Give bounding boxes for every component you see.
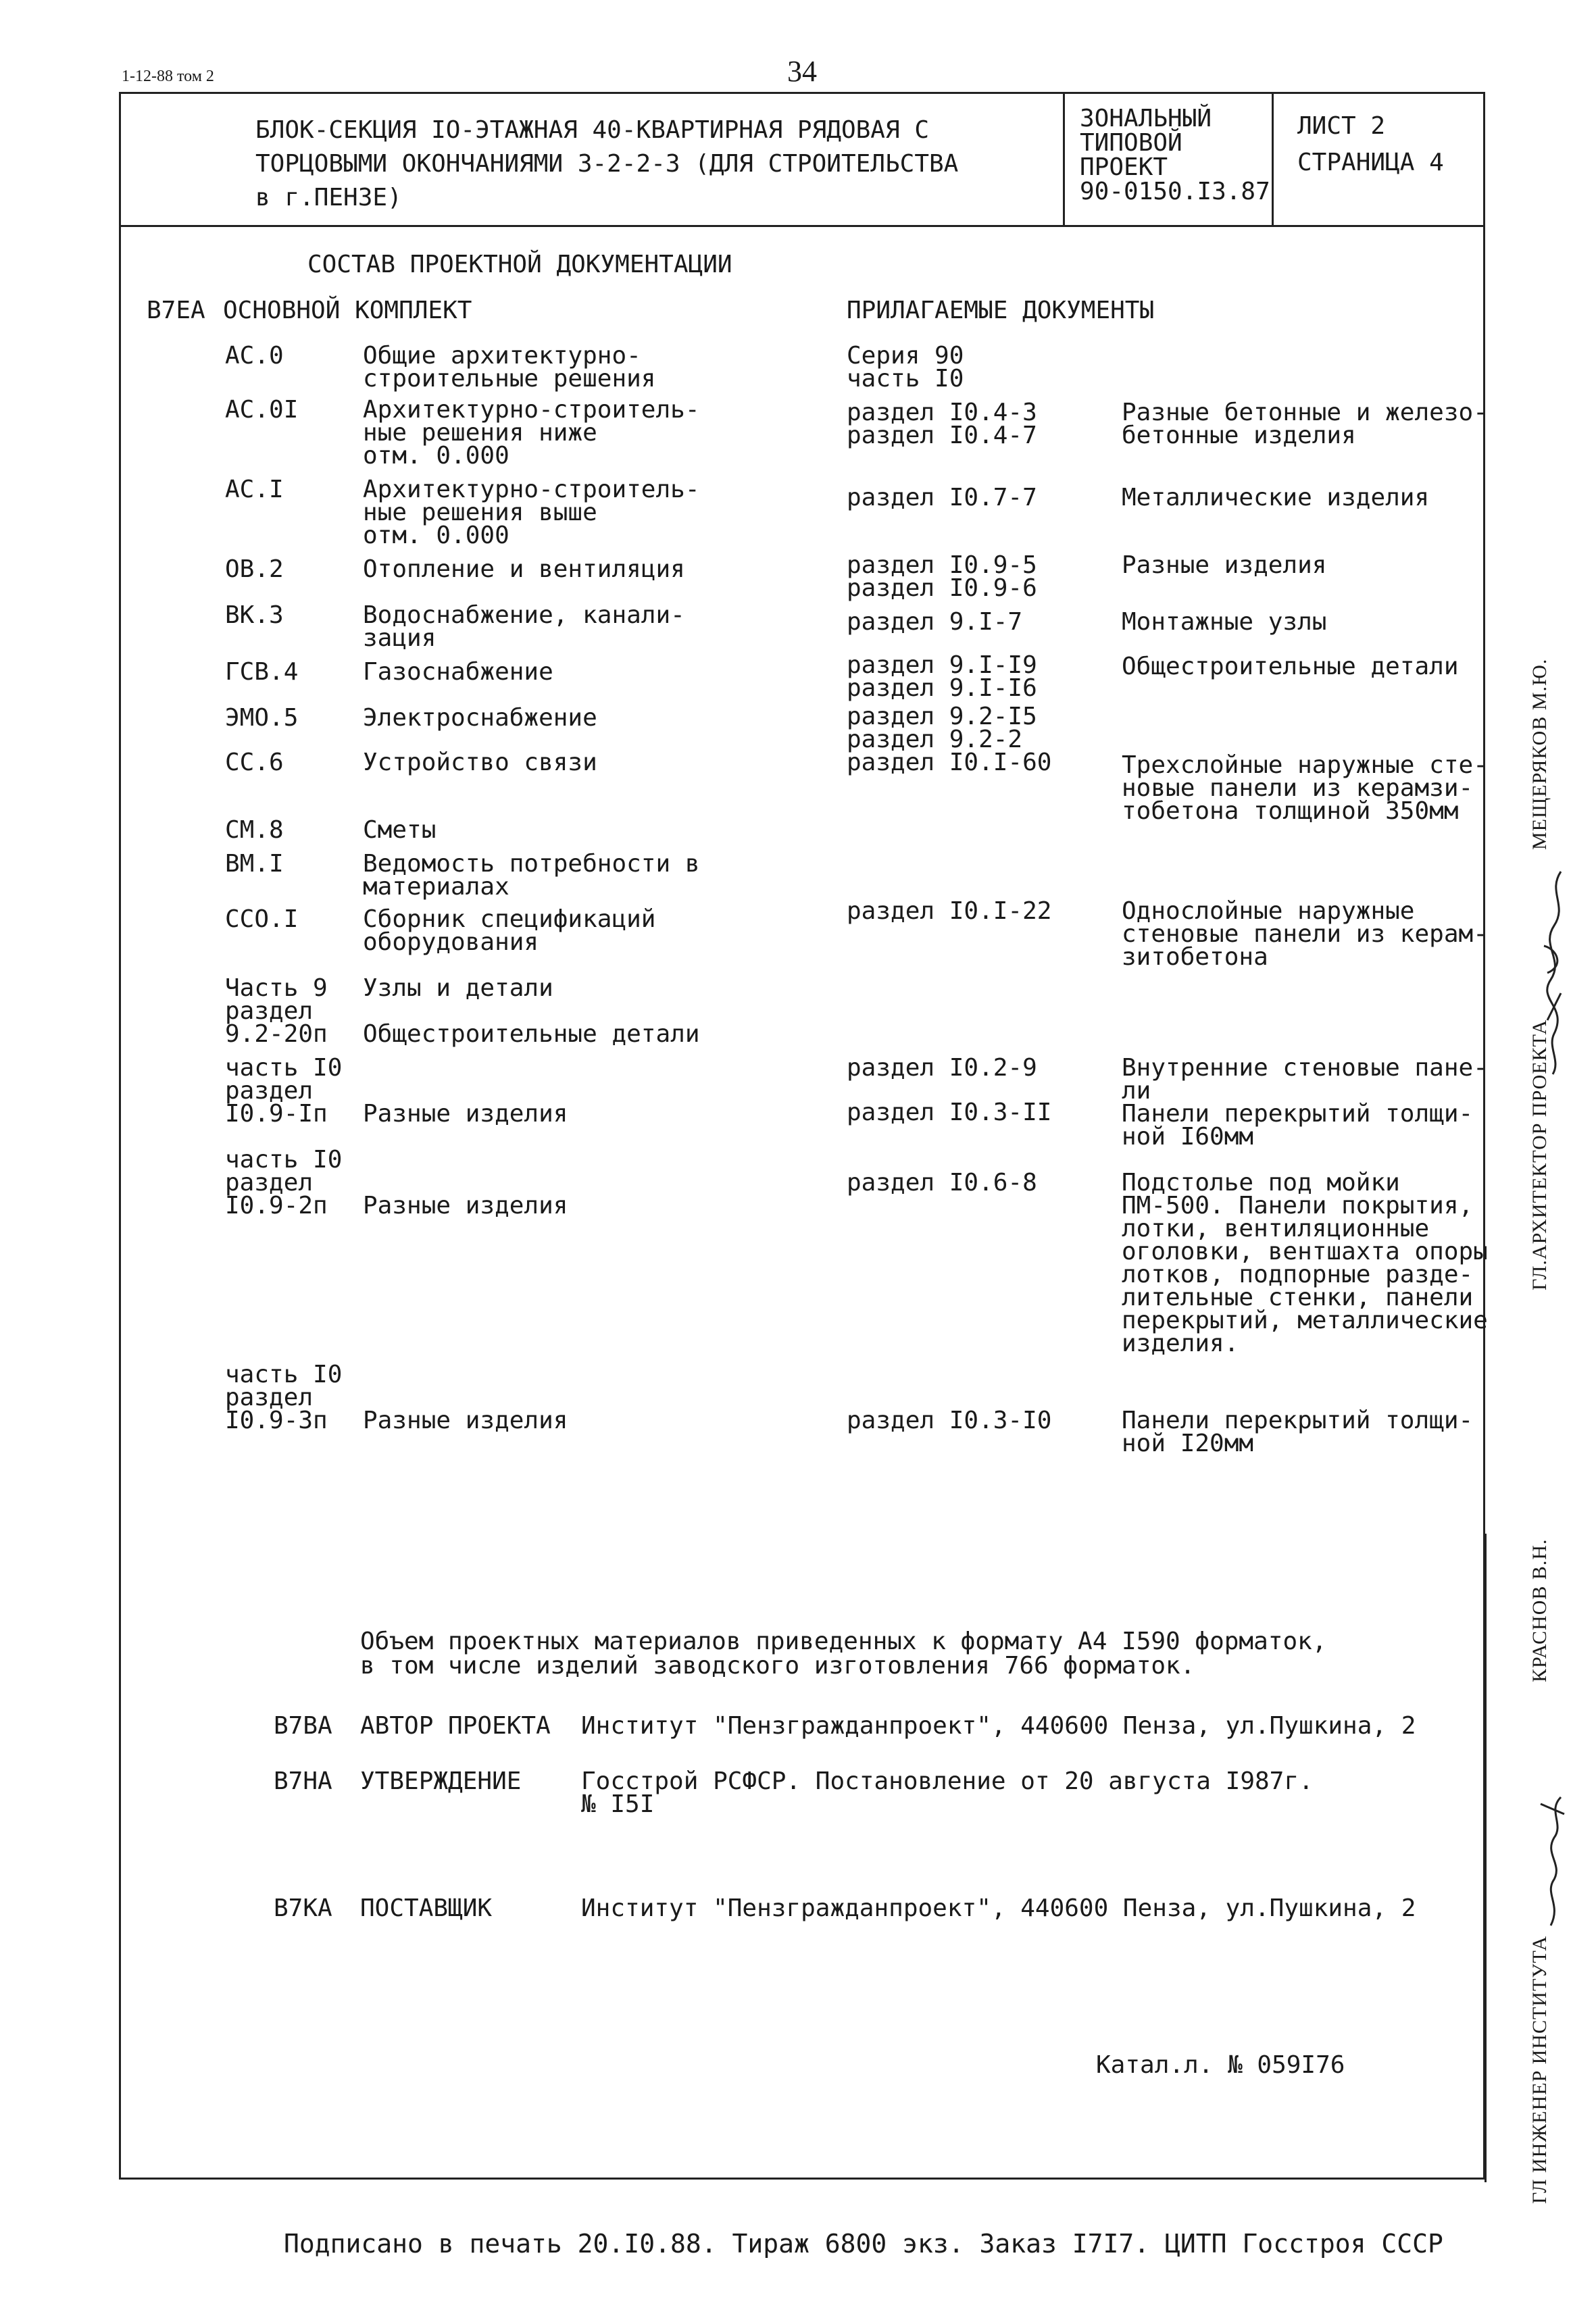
info-code: В7НА — [274, 1767, 332, 1795]
row-desc: Общестроительные детали — [1122, 653, 1459, 680]
row-name: Ведомость потребности в материалах — [363, 850, 700, 901]
section-title: СОСТАВ ПРОЕКТНОЙ ДОКУМЕНТАЦИИ — [307, 251, 732, 278]
row-name: Водоснабжение, канали- зация — [363, 601, 685, 652]
column-main: ОСНОВНОЙ КОМПЛЕКТ — [223, 297, 472, 324]
volume-note: Объем проектных материалов приведенных к формату А4 I590 форматок, в том числе изделий заводского изготовления 766 форматок. — [360, 1628, 1327, 1680]
side-divider — [1485, 1534, 1487, 2182]
row-desc: Панели перекрытий толщи- ной I20мм — [1122, 1407, 1474, 1457]
row-doc: раздел 9.2-I5 раздел 9.2-2 — [847, 703, 1037, 753]
info-label: УТВЕРЖДЕНИЕ — [360, 1767, 522, 1795]
info-value: Институт "Пензгражданпроект", 440600 Пенза, ул.Пушкина, 2 — [581, 1712, 1416, 1740]
row-doc: раздел I0.I-22 — [847, 897, 1052, 925]
row-doc: раздел I0.9-5 раздел I0.9-6 — [847, 551, 1037, 602]
row-desc: Разные изделия — [1122, 551, 1327, 579]
page-number: 34 — [787, 55, 817, 88]
row-name: Разные изделия — [363, 1100, 568, 1128]
print-footer: Подписано в печать 20.I0.88. Тираж 6800 экз. Заказ I7I7. ЦИТП Госстроя СССР — [284, 2229, 1443, 2259]
row-desc: Металлические изделия — [1122, 484, 1430, 511]
info-label: АВТОР ПРОЕКТА — [360, 1712, 551, 1740]
info-value: Институт "Пензгражданпроект", 440600 Пенза, ул.Пушкина, 2 — [581, 1894, 1416, 1922]
row-mark: ГСВ.4 — [225, 658, 299, 686]
row-mark: АС.0I — [225, 396, 299, 424]
row-desc: Внутренние стеновые пане- ли Панели перекрытий толщи- ной I60мм — [1122, 1054, 1488, 1151]
row-doc: раздел I0.3-I0 — [847, 1407, 1052, 1434]
header-sep-2 — [1272, 92, 1274, 226]
row-name: Архитектурно-строитель- ные решения ниже отм. 0.000 — [363, 396, 700, 470]
chief-architect-role: ГЛ.АРХИТЕКТОР ПРОЕКТА — [1528, 1019, 1551, 1290]
chief-engineer-name: КРАСНОВ В.Н. — [1528, 1538, 1551, 1682]
row-mark: ССО.I — [225, 905, 299, 933]
info-label: ПОСТАВЩИК — [360, 1894, 493, 1922]
row-doc: раздел I0.6-8 — [847, 1169, 1037, 1197]
row-mark: АС.I — [225, 476, 284, 503]
row-mark: СС.6 — [225, 749, 284, 776]
row-doc: раздел I0.4-3 раздел I0.4-7 — [847, 399, 1037, 449]
document-title: БЛОК-СЕКЦИЯ IO-ЭТАЖНАЯ 40-КВАРТИРНАЯ РЯДОВАЯ С ТОРЦОВЫМИ ОКОНЧАНИЯМИ 3-2-2-3 (ДЛЯ СТРОИТЕЛЬСТВА в г.ПЕНЗЕ) — [255, 116, 959, 211]
info-code: В7КА — [274, 1894, 332, 1922]
row-mark: ОВ.2 — [225, 555, 284, 583]
header-divider — [119, 225, 1485, 227]
row-mark: часть I0 раздел I0.9-2п — [225, 1146, 343, 1219]
info-code: В7ВА — [274, 1712, 332, 1740]
row-desc: Однослойные наружные стеновые панели из керам- зитобетона — [1122, 897, 1488, 971]
row-mark: часть I0 раздел I0.9-Iп — [225, 1054, 343, 1128]
row-name: Электроснабжение — [363, 704, 597, 732]
row-doc: раздел 9.I-7 — [847, 608, 1023, 636]
chief-engineer-role: ГЛ ИНЖЕНЕР ИНСТИТУТА — [1528, 1935, 1551, 2204]
row-name: Устройство связи — [363, 749, 597, 776]
row-desc: Монтажные узлы — [1122, 608, 1327, 636]
signature-2 — [1534, 1790, 1574, 1932]
row-mark: СМ.8 — [225, 816, 284, 844]
row-doc: раздел I0.2-9 раздел I0.3-II — [847, 1054, 1052, 1126]
row-desc: Подстолье под мойки ПМ-500. Панели покрытия, лотки, вентиляционные оголовки, вентшахта опоры лотков, подпорные разде- лительные стенки, панели перекрытий, металлические изделия. — [1122, 1169, 1488, 1357]
row-desc: Разные бетонные и железо- бетонные изделия — [1122, 399, 1488, 449]
row-name: Узлы и детали Общестроительные детали — [363, 974, 700, 1048]
row-doc: раздел I0.7-7 — [847, 484, 1037, 511]
project-code: ЗОНАЛЬНЫЙ ТИПОВОЙ ПРОЕКТ 90-0150.I3.87 — [1080, 105, 1270, 205]
row-name: Общие архитектурно- строительные решения — [363, 342, 656, 393]
row-doc: Серия 90 часть I0 — [847, 342, 964, 393]
row-mark: ВМ.I — [225, 850, 284, 878]
row-name: Отопление и вентиляция — [363, 555, 685, 583]
row-name: Разные изделия — [363, 1407, 568, 1434]
row-name: Газоснабжение — [363, 658, 553, 686]
volume-label: 1-12-88 том 2 — [122, 68, 214, 85]
row-mark: АС.0 — [225, 342, 284, 370]
row-doc: раздел I0.I-60 — [847, 749, 1052, 776]
chief-architect-name: МЕЩЕРЯКОВ М.Ю. — [1528, 658, 1551, 850]
info-value: Госстрой РСФСР. Постановление от 20 августа I987г. № I5I — [581, 1767, 1314, 1818]
row-name: Архитектурно-строитель- ные решения выше отм. 0.000 — [363, 476, 700, 549]
column-code: В7ЕА — [147, 297, 205, 324]
catalog-number: Катал.л. № 059I76 — [1096, 2051, 1345, 2079]
row-doc: раздел 9.I-I9 раздел 9.I-I6 — [847, 651, 1037, 702]
row-desc: Трехслойные наружные сте- новые панели из керамзи- тобетона толщиной 350мм — [1122, 751, 1488, 825]
column-attached: ПРИЛАГАЕМЫЕ ДОКУМЕНТЫ — [847, 297, 1155, 324]
row-mark: ВК.3 — [225, 601, 284, 629]
row-name: Сметы — [363, 816, 437, 844]
header-sep-1 — [1063, 92, 1065, 226]
row-mark: ЭМО.5 — [225, 704, 299, 732]
row-name: Сборник спецификаций оборудования — [363, 905, 656, 956]
signature-1 — [1534, 865, 1574, 1081]
row-name: Разные изделия — [363, 1192, 568, 1219]
row-mark: Часть 9 раздел 9.2-20п — [225, 974, 328, 1048]
row-mark: часть I0 раздел I0.9-3п — [225, 1361, 343, 1434]
sheet-info: ЛИСТ 2 СТРАНИЦА 4 — [1297, 112, 1444, 176]
